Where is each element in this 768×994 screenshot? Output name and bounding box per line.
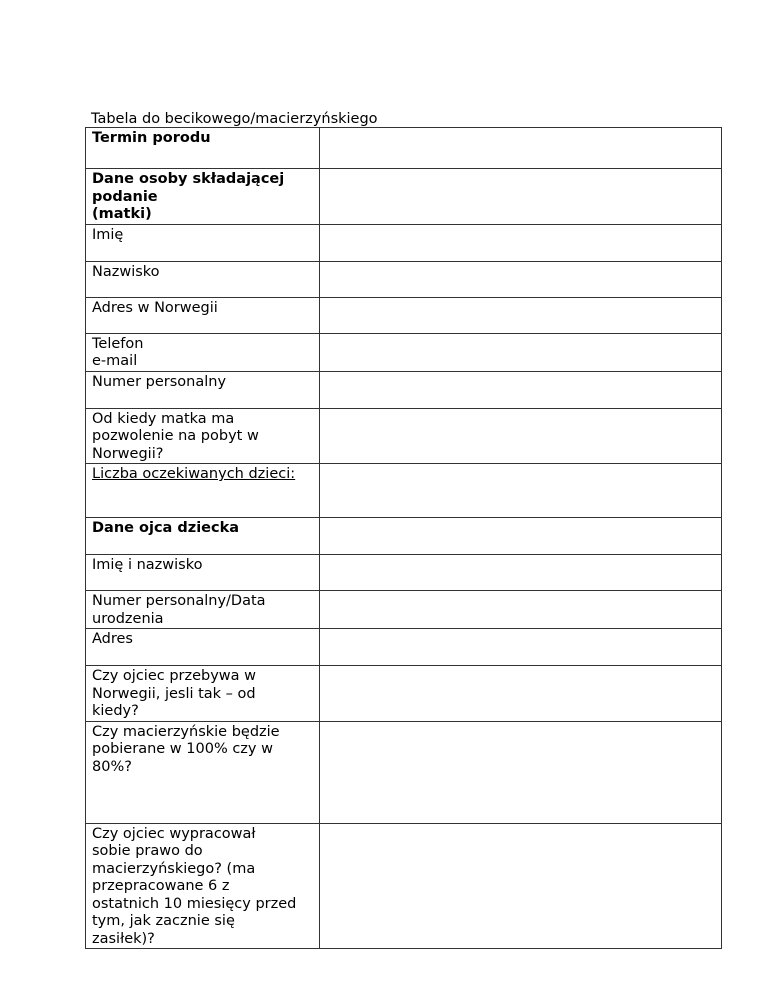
label-line: Telefon: [92, 335, 144, 352]
table-row: [86, 408, 722, 464]
value-adres[interactable]: [320, 629, 722, 666]
table-row: [86, 464, 722, 518]
label-section-father: [86, 518, 320, 555]
label-line: ostatnich 10 miesięcy przed: [92, 895, 297, 912]
label-line: Od kiedy matka ma: [92, 410, 235, 427]
value-liczba-dzieci[interactable]: [320, 464, 722, 518]
value-nazwisko[interactable]: [320, 261, 722, 297]
label-numer-data-urodzenia: [86, 591, 320, 629]
label-line: Dane ojca dziecka: [92, 520, 240, 536]
label-line: Adres w Norwegii: [92, 299, 218, 316]
value-section-father[interactable]: [320, 518, 722, 555]
label-telefon-email: [86, 333, 320, 371]
label-line: Czy ojciec przebywa w: [92, 668, 257, 684]
label-line: e-mail: [92, 353, 138, 369]
table-row: [86, 721, 722, 823]
label-line: przepracowane 6 z: [92, 878, 230, 894]
value-imie-nazwisko[interactable]: [320, 555, 722, 591]
label-line: Imię i nazwisko: [92, 557, 203, 573]
label-line: kiedy?: [92, 703, 139, 719]
label-line: Czy ojciec wypracował: [92, 825, 256, 842]
table-row: [86, 591, 722, 629]
label-procent-macierzynskiego: [86, 721, 320, 823]
value-procent-macierzynskiego[interactable]: [320, 721, 722, 823]
label-line: pobierane w 100% czy w: [92, 741, 273, 757]
value-imie[interactable]: [320, 224, 722, 261]
table-row: [86, 823, 722, 949]
label-adres: [86, 629, 320, 666]
label-nazwisko: [86, 261, 320, 297]
label-pozwolenie-pobyt: [86, 408, 320, 464]
value-numer-data-urodzenia[interactable]: [320, 591, 722, 629]
document-title: Tabela do becikowego/macierzyńskiego: [91, 111, 378, 127]
label-liczba-dzieci: [86, 464, 320, 518]
label-termin-porodu: [86, 128, 320, 169]
label-numer-personalny: [86, 371, 320, 408]
label-line: Czy macierzyńskie będzie: [92, 723, 280, 740]
label-imie-nazwisko: [86, 555, 320, 591]
table-row: [86, 297, 722, 333]
label-line: Numer personalny/Data: [92, 593, 266, 609]
table-row: [86, 371, 722, 408]
label-line: podanie: [92, 188, 158, 205]
value-termin-porodu[interactable]: [320, 128, 722, 169]
table-row: [86, 224, 722, 261]
label-line: zasiłek)?: [92, 930, 155, 947]
label-line: pozwolenie na pobyt w: [92, 428, 259, 444]
label-line: 80%?: [92, 758, 132, 775]
table-row: [86, 261, 722, 297]
label-line: urodzenia: [92, 610, 164, 627]
label-line: Nazwisko: [92, 263, 160, 280]
value-adres-norwegia[interactable]: [320, 297, 722, 333]
label-line: Dane osoby składającej: [92, 171, 285, 187]
table-row: [86, 555, 722, 591]
value-telefon-email[interactable]: [320, 333, 722, 371]
label-ojciec-w-norwegii: [86, 666, 320, 722]
label-line: Numer personalny: [92, 373, 227, 390]
label-line: Norwegii?: [92, 445, 164, 462]
label-line: Imię: [92, 226, 124, 243]
value-section-mother[interactable]: [320, 169, 722, 225]
value-ojciec-w-norwegii[interactable]: [320, 666, 722, 722]
label-line: (matki): [92, 206, 152, 222]
label-section-mother: [86, 169, 320, 225]
label-line: sobie prawo do: [92, 843, 203, 859]
label-line: Liczba oczekiwanych dzieci:: [92, 466, 296, 482]
table-row: [86, 629, 722, 666]
form-table: [85, 127, 722, 949]
label-adres-norwegia: [86, 297, 320, 333]
table-row: [86, 333, 722, 371]
table-row: [86, 128, 722, 169]
label-line: Norwegii, jesli tak – od: [92, 685, 256, 702]
label-line: Termin porodu: [92, 130, 211, 146]
label-imie: [86, 224, 320, 261]
label-line: tym, jak zacznie się: [92, 913, 235, 929]
label-prawo-ojca: [86, 823, 320, 949]
value-pozwolenie-pobyt[interactable]: [320, 408, 722, 464]
table-row: [86, 666, 722, 722]
value-numer-personalny[interactable]: [320, 371, 722, 408]
label-line: Adres: [92, 631, 133, 647]
table-row: [86, 518, 722, 555]
value-prawo-ojca[interactable]: [320, 823, 722, 949]
label-line: macierzyńskiego? (ma: [92, 860, 256, 877]
table-row: [86, 169, 722, 225]
